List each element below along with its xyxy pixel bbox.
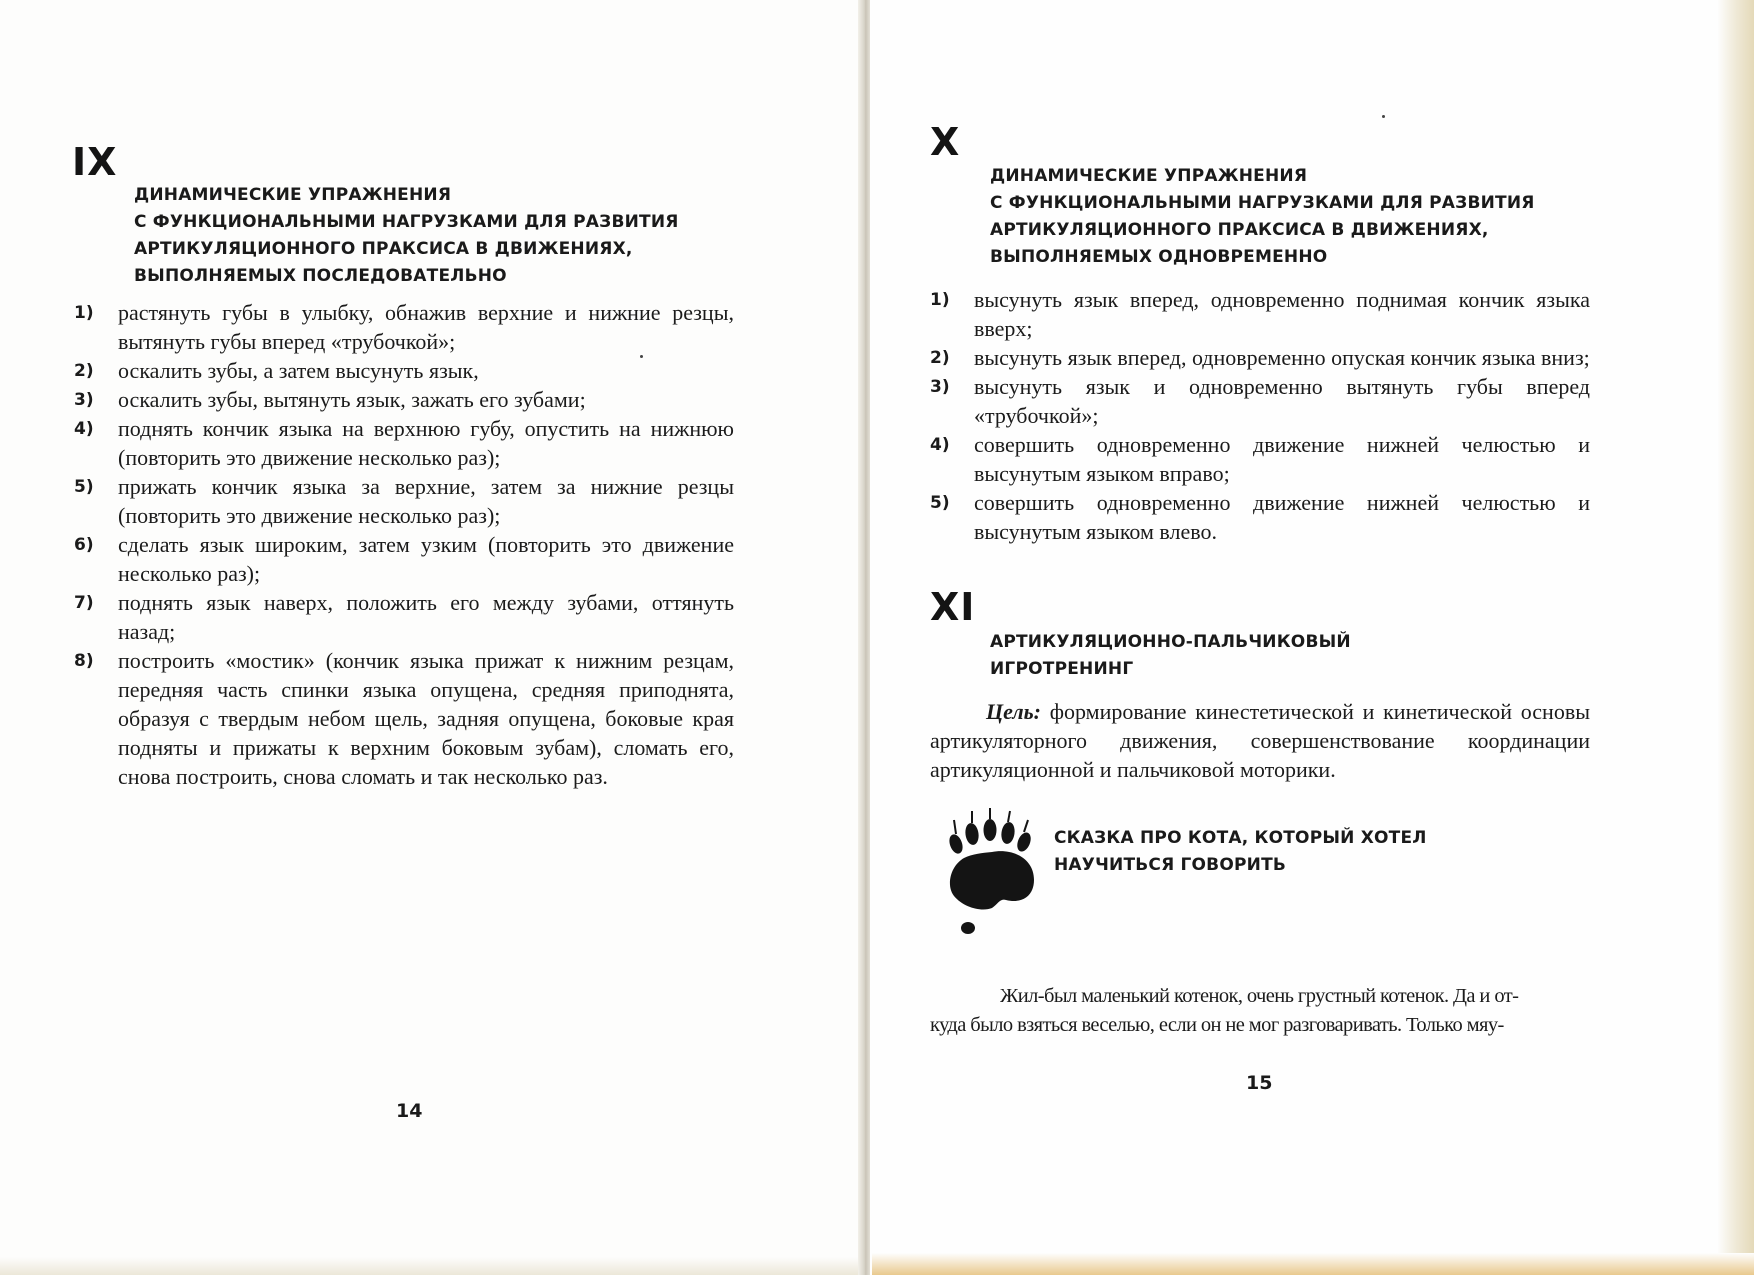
list-item bbox=[930, 488, 1590, 546]
item-number: 8) bbox=[74, 651, 94, 671]
page-edge bbox=[1718, 0, 1754, 1275]
page-number-right: 15 bbox=[1246, 1072, 1273, 1094]
heading-line: НАУЧИТЬСЯ ГОВОРИТЬ bbox=[1054, 855, 1287, 875]
list-item bbox=[930, 372, 1590, 430]
item-number: 3) bbox=[74, 390, 94, 410]
item-number: 5) bbox=[930, 493, 950, 513]
section-heading-x bbox=[990, 163, 1535, 271]
item-text: высунуть язык вперед, одновременно опуская кончик языка вниз; bbox=[974, 345, 1590, 370]
list-item bbox=[930, 430, 1590, 488]
scan-speck bbox=[1382, 115, 1385, 118]
goal-label: Цель: bbox=[986, 699, 1041, 724]
section-heading-ix bbox=[134, 182, 679, 290]
item-number: 4) bbox=[74, 419, 94, 439]
left-page bbox=[0, 0, 862, 1275]
story-line: Жил-был маленький котенок, очень грустный котенок. Да и от- bbox=[1000, 985, 1519, 1007]
page-edge bbox=[0, 1257, 858, 1275]
page-number-left: 14 bbox=[396, 1100, 423, 1122]
item-number: 1) bbox=[930, 290, 950, 310]
goal-text: формирование кинестетической и кинетической основы артикуляторного движения, совершенствование координации артикуляционной и пальчиковой моторики. bbox=[930, 699, 1590, 782]
item-text: поднять язык наверх, положить его между зубами, оттянуть назад; bbox=[118, 590, 734, 644]
item-number: 7) bbox=[74, 593, 94, 613]
section-heading-xi bbox=[990, 629, 1351, 683]
item-text: сделать язык широким, затем узким (повторить это движение несколько раз); bbox=[118, 532, 734, 586]
story-text bbox=[930, 982, 1590, 1040]
list-item bbox=[930, 285, 1590, 343]
story-title bbox=[1054, 825, 1427, 879]
item-number: 6) bbox=[74, 535, 94, 555]
list-item bbox=[74, 646, 734, 791]
item-text: растянуть губы в улыбку, обнажив верхние и нижние резцы, вытянуть губы вперед «трубочкой»; bbox=[118, 300, 734, 354]
right-page bbox=[870, 0, 1754, 1275]
item-text: оскалить зубы, а затем высунуть язык, bbox=[118, 358, 479, 383]
heading-line: ВЫПОЛНЯЕМЫХ ОДНОВРЕМЕННО bbox=[990, 247, 1328, 267]
item-number: 3) bbox=[930, 377, 950, 397]
item-text: прижать кончик языка за верхние, затем за нижние резцы (повторить это движение несколько раз); bbox=[118, 474, 734, 528]
item-text: оскалить зубы, вытянуть язык, зажать его зубами; bbox=[118, 387, 586, 412]
paw-print-icon bbox=[942, 808, 1042, 940]
heading-line: СКАЗКА ПРО КОТА, КОТОРЫЙ ХОТЕЛ bbox=[1054, 828, 1427, 848]
item-text: высунуть язык и одновременно вытянуть губы вперед «трубочкой»; bbox=[974, 374, 1590, 428]
item-text: совершить одновременно движение нижней челюстью и высунутым языком влево. bbox=[974, 490, 1590, 544]
list-item bbox=[74, 530, 734, 588]
exercise-list-ix bbox=[74, 298, 734, 791]
item-text: построить «мостик» (кончик языка прижат к нижним резцам, передняя часть спинки языка опущена, средняя приподнята, образуя с твердым небом щель, задняя опущена, боковые края подняты и прижаты к верхним боковым зубам), сломать его, снова построить, снова сломать и так несколько раз. bbox=[118, 648, 734, 789]
item-number: 2) bbox=[930, 348, 950, 368]
heading-line: С ФУНКЦИОНАЛЬНЫМИ НАГРУЗКАМИ ДЛЯ РАЗВИТИЯ bbox=[134, 212, 679, 232]
exercise-list-x bbox=[930, 285, 1590, 546]
scan-speck bbox=[640, 355, 643, 358]
heading-line: АРТИКУЛЯЦИОННОГО ПРАКСИСА В ДВИЖЕНИЯХ, bbox=[990, 220, 1489, 240]
heading-line: С ФУНКЦИОНАЛЬНЫМИ НАГРУЗКАМИ ДЛЯ РАЗВИТИЯ bbox=[990, 193, 1535, 213]
item-number: 2) bbox=[74, 361, 94, 381]
list-item bbox=[74, 356, 734, 385]
list-item bbox=[74, 472, 734, 530]
section-number-x: X bbox=[930, 120, 961, 164]
item-number: 4) bbox=[930, 435, 950, 455]
item-number: 1) bbox=[74, 303, 94, 323]
page-edge bbox=[872, 1253, 1754, 1275]
section-number-xi: XI bbox=[930, 585, 976, 629]
heading-line: ВЫПОЛНЯЕМЫХ ПОСЛЕДОВАТЕЛЬНО bbox=[134, 266, 507, 286]
heading-line: ИГРОТРЕНИНГ bbox=[990, 659, 1134, 679]
heading-line: ДИНАМИЧЕСКИЕ УПРАЖНЕНИЯ bbox=[134, 185, 452, 205]
goal-paragraph bbox=[930, 697, 1590, 784]
list-item bbox=[74, 588, 734, 646]
list-item bbox=[74, 414, 734, 472]
list-item bbox=[930, 343, 1590, 372]
item-text: поднять кончик языка на верхнюю губу, опустить на нижнюю (повторить это движение несколько раз); bbox=[118, 416, 734, 470]
heading-line: АРТИКУЛЯЦИОННО-ПАЛЬЧИКОВЫЙ bbox=[990, 632, 1351, 652]
story-line: куда было взяться веселью, если он не мог разговаривать. Только мяу- bbox=[930, 1014, 1504, 1036]
list-item bbox=[74, 385, 734, 414]
heading-line: ДИНАМИЧЕСКИЕ УПРАЖНЕНИЯ bbox=[990, 166, 1308, 186]
heading-line: АРТИКУЛЯЦИОННОГО ПРАКСИСА В ДВИЖЕНИЯХ, bbox=[134, 239, 633, 259]
list-item bbox=[74, 298, 734, 356]
item-text: совершить одновременно движение нижней челюстью и высунутым языком вправо; bbox=[974, 432, 1590, 486]
section-number-ix: IX bbox=[72, 140, 118, 184]
item-number: 5) bbox=[74, 477, 94, 497]
item-text: высунуть язык вперед, одновременно поднимая кончик языка вверх; bbox=[974, 287, 1590, 341]
